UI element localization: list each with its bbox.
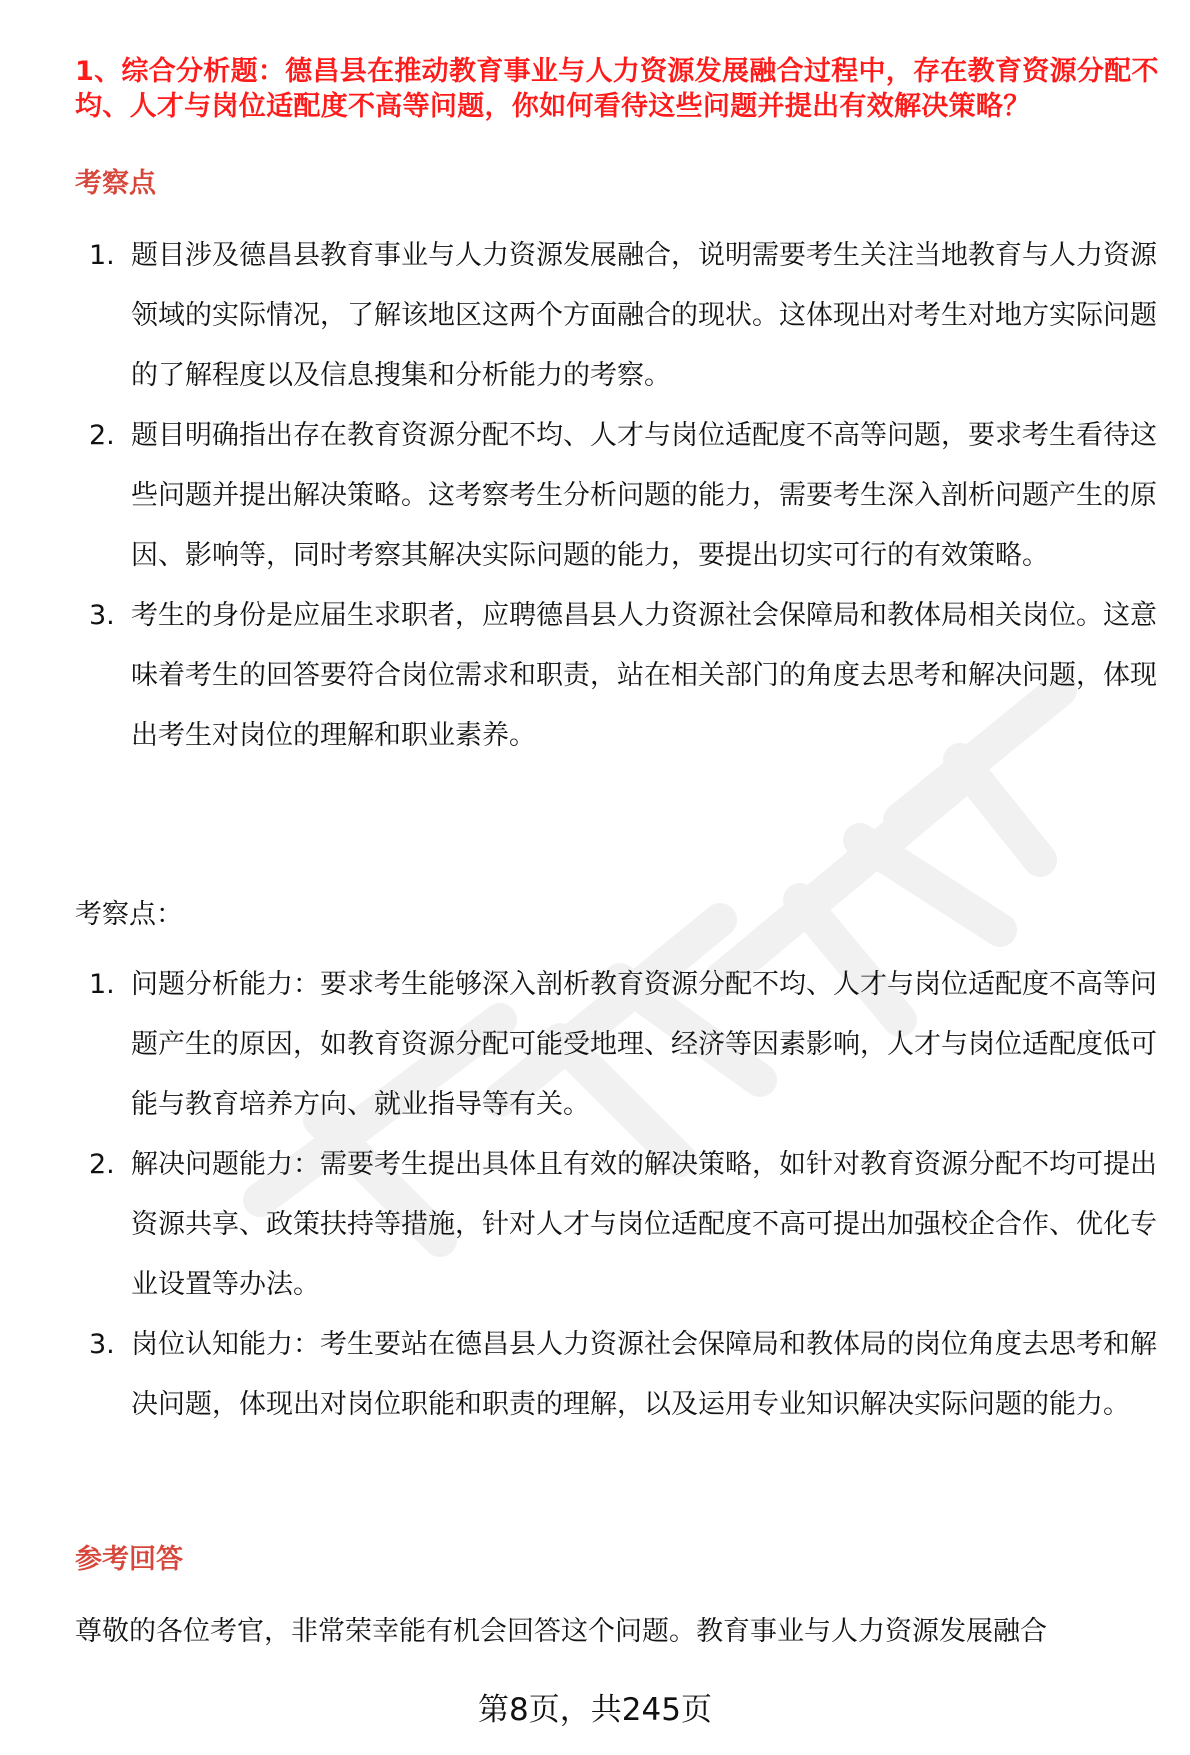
exam-points-list <box>75 226 1165 766</box>
reference-answer-text: 尊敬的各位考官，非常荣幸能有机会回答这个问题。教育事业与人力资源发展融合 <box>75 1616 1047 1647</box>
list-text: 题目明确指出存在教育资源分配不均、人才与岗位适配度不高等问题，要求考生看待这些问题并提出解决策略。这考察考生分析问题的能力，需要考生深入剖析问题产生的原因、影响等，同时考察其解决实际问题的能力，要提出切实可行的有效策略。 <box>131 420 1157 571</box>
question-title: 1、综合分析题：德昌县在推动教育事业与人力资源发展融合过程中，存在教育资源分配不均、人才与岗位适配度不高等问题，你如何看待这些问题并提出有效解决策略？ <box>75 56 1159 122</box>
list-number: 3. <box>89 1329 115 1360</box>
list-number: 3. <box>89 600 115 631</box>
list-text: 考生的身份是应届生求职者，应聘德昌县人力资源社会保障局和教体局相关岗位。这意味着考生的回答要符合岗位需求和职责，站在相关部门的角度去思考和解决问题，体现出考生对岗位的理解和职业素养。 <box>131 600 1157 751</box>
ability-points-list <box>75 955 1165 1435</box>
list-number: 2. <box>89 420 115 451</box>
list-number: 1. <box>89 969 115 1000</box>
section-heading-exam-points: 考察点 <box>75 168 156 199</box>
list-text: 岗位认知能力：考生要站在德昌县人力资源社会保障局和教体局的岗位角度去思考和解决问题，体现出对岗位职能和职责的理解，以及运用专业知识解决实际问题的能力。 <box>131 1329 1157 1420</box>
list-number: 2. <box>89 1149 115 1180</box>
page-footer: 第8页，共245页 <box>478 1692 712 1728</box>
list-item <box>75 406 1165 586</box>
list-item <box>75 586 1165 766</box>
list-text: 题目涉及德昌县教育事业与人力资源发展融合，说明需要考生关注当地教育与人力资源领域的实际情况，了解该地区这两个方面融合的现状。这体现出对考生对地方实际问题的了解程度以及信息搜集和分析能力的考察。 <box>131 240 1157 391</box>
section-heading-exam-points-2: 考察点： <box>75 899 183 930</box>
list-number: 1. <box>89 240 115 271</box>
list-text: 问题分析能力：要求考生能够深入剖析教育资源分配不均、人才与岗位适配度不高等问题产生的原因，如教育资源分配可能受地理、经济等因素影响，人才与岗位适配度低可能与教育培养方向、就业指导等有关。 <box>131 969 1157 1120</box>
list-item <box>75 955 1165 1135</box>
list-item <box>75 226 1165 406</box>
list-item <box>75 1315 1165 1435</box>
list-item <box>75 1135 1165 1315</box>
list-text: 解决问题能力：需要考生提出具体且有效的解决策略，如针对教育资源分配不均可提出资源共享、政策扶持等措施，针对人才与岗位适配度不高可提出加强校企合作、优化专业设置等办法。 <box>131 1149 1157 1300</box>
section-heading-reference-answer: 参考回答 <box>75 1544 183 1575</box>
